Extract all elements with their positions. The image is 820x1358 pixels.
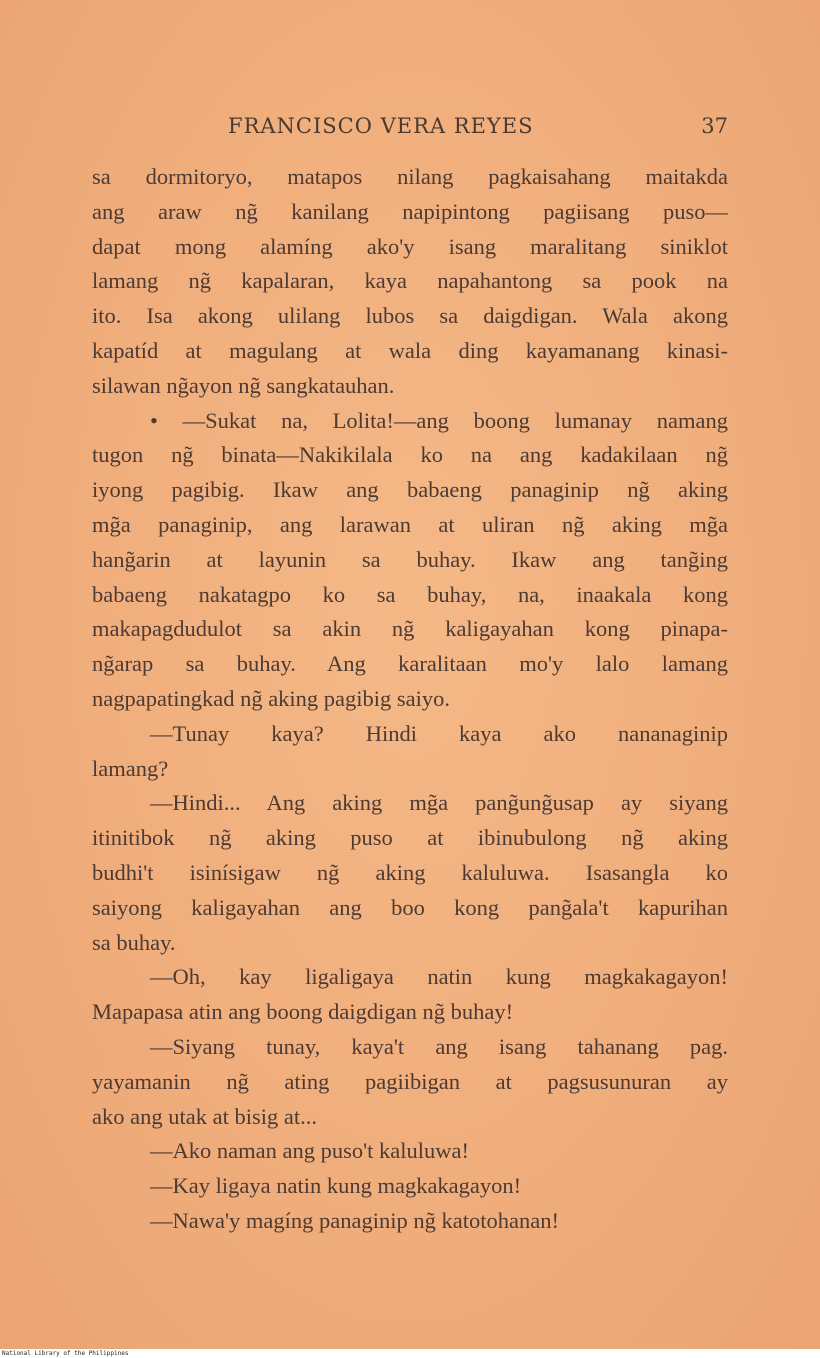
text-line: ang araw ng̃ kanilang napipintong pagiisang puso— xyxy=(92,198,728,224)
body-text xyxy=(92,160,728,1239)
running-title: FRANCISCO VERA REYES xyxy=(228,114,534,138)
text-line: lamang? xyxy=(92,755,169,781)
text-line: itinitibok ng̃ aking puso at ibinubulong ng̃ aking xyxy=(92,825,728,851)
text-line: hang̃arin at layunin sa buhay. Ikaw ang tang̃ing xyxy=(92,546,728,572)
text-line: —Nawa'y magíng panaginip ng̃ katotohanan! xyxy=(150,1207,559,1233)
text-line: makapagdudulot sa akin ng̃ kaligayahan kong pinapa- xyxy=(92,616,728,642)
text-line: saiyong kaligayahan ang boo kong pang̃ala't kapurihan xyxy=(92,894,728,920)
text-line: babaeng nakatagpo ko sa buhay, na, inaakala kong xyxy=(92,581,728,607)
text-line: kapatíd at magulang at wala ding kayamanang kinasi- xyxy=(92,337,728,363)
running-head xyxy=(92,114,728,144)
text-line: —Ako naman ang puso't kaluluwa! xyxy=(150,1138,469,1164)
text-line: —Tunay kaya? Hindi kaya ako nananaginip xyxy=(150,720,728,746)
text-line: yayamanin ng̃ ating pagiibigan at pagsusunuran ay xyxy=(92,1068,728,1094)
text-line: —Oh, kay ligaligaya natin kung magkakagayon! xyxy=(150,964,728,990)
text-line: ng̃arap sa buhay. Ang karalitaan mo'y lalo lamang xyxy=(92,651,728,677)
text-line: ito. Isa akong ulilang lubos sa daigdigan. Wala akong xyxy=(92,303,728,329)
text-line: lamang ng̃ kapalaran, kaya napahantong sa pook na xyxy=(92,268,728,294)
text-line: budhi't isinísigaw ng̃ aking kaluluwa. Isasangla ko xyxy=(92,859,728,885)
text-line: —Siyang tunay, kaya't ang isang tahanang pag. xyxy=(150,1033,728,1059)
page-number: 37 xyxy=(701,114,728,138)
text-line: —Kay ligaya natin kung magkakagayon! xyxy=(150,1173,522,1199)
library-credit: National Library of the Philippines xyxy=(0,1349,820,1358)
text-line: nagpapatingkad ng̃ aking pagibig saiyo. xyxy=(92,685,451,711)
text-line: • —Sukat na, Lolita!—ang boong lumanay namang xyxy=(150,407,728,433)
text-line: —Hindi... Ang aking mg̃a pang̃ung̃usap ay siyang xyxy=(150,790,728,816)
text-line: silawan ng̃ayon ng̃ sangkatauhan. xyxy=(92,372,395,398)
text-line: mg̃a panaginip, ang larawan at uliran ng̃ aking mg̃a xyxy=(92,511,728,537)
text-line: ako ang utak at bisig at... xyxy=(92,1103,317,1129)
text-line: Mapapasa atin ang boong daigdigan ng̃ buhay! xyxy=(92,999,514,1025)
text-line: dapat mong alamíng ako'y isang maralitang siniklot xyxy=(92,233,728,259)
text-line: sa dormitoryo, matapos nilang pagkaisahang maitakda xyxy=(92,164,728,189)
text-line: iyong pagibig. Ikaw ang babaeng panaginip ng̃ aking xyxy=(92,477,728,503)
text-line: sa buhay. xyxy=(92,929,176,955)
text-line: tugon ng̃ binata—Nakikilala ko na ang kadakilaan ng̃ xyxy=(92,442,728,468)
